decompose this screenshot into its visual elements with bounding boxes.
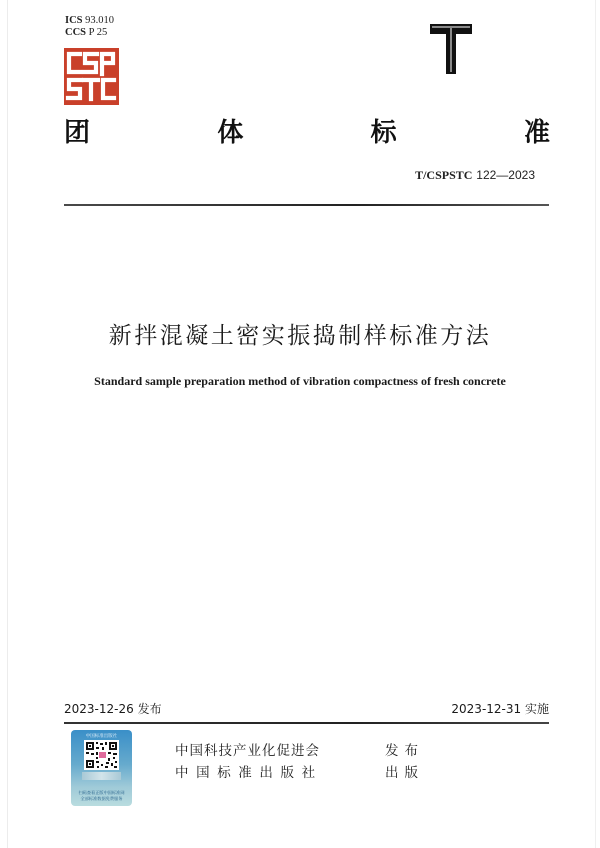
- cspstc-logo: [64, 48, 119, 105]
- qr-code[interactable]: [84, 740, 119, 770]
- letter-t-icon: [426, 20, 476, 78]
- standard-number: [415, 168, 535, 183]
- ics-code: [65, 15, 114, 27]
- title-chinese: 新拌混凝土密实振捣制样标准方法: [108, 323, 492, 349]
- issue-dates: [64, 700, 549, 717]
- qr-code-icon: [84, 740, 119, 770]
- ics-value: 93.010: [85, 15, 115, 26]
- standard-type-char: 准: [523, 117, 550, 148]
- implement-date-label: 实施: [524, 702, 549, 716]
- top-divider: [64, 204, 549, 206]
- publisher-role: 出版: [385, 765, 424, 781]
- page-edge-left: [7, 0, 8, 848]
- ics-label: ICS: [65, 15, 83, 26]
- publisher-org: 中国标准出版社: [175, 765, 323, 781]
- classification-codes: [65, 15, 114, 39]
- standard-letter-t: [426, 20, 476, 78]
- hologram-strip: [82, 772, 121, 780]
- anti-counterfeit-sticker: [71, 730, 132, 806]
- standard-number-prefix: T/CSPSTC: [415, 168, 473, 182]
- sticker-bottom-text: [73, 790, 130, 802]
- publisher-row: [175, 740, 424, 762]
- publisher-role: 发布: [385, 743, 424, 759]
- ccs-code: [65, 27, 114, 39]
- sticker-bottom-line-1: 扫码查看正版中国标准网: [78, 790, 125, 795]
- standard-type-char: 体: [217, 117, 244, 148]
- standard-type-char: 标: [370, 117, 397, 148]
- sticker-top-text: 中国标准出版社: [85, 734, 118, 739]
- bottom-divider: [64, 722, 549, 724]
- sticker-bottom-line-2: 全部标准数据免费服务: [80, 796, 123, 801]
- publish-date: [64, 700, 162, 717]
- publisher-org: 中国科技产业化促进会: [175, 743, 320, 759]
- standard-type-heading: [64, 113, 550, 147]
- cspstc-logo-icon: [64, 48, 119, 105]
- implement-date: [451, 700, 549, 717]
- page-edge-right: [595, 0, 596, 848]
- publish-date-label: 发布: [137, 702, 162, 716]
- ccs-label: CCS: [65, 27, 87, 38]
- standard-type-char: 团: [64, 117, 91, 148]
- publisher-row: [175, 762, 424, 784]
- publish-date-value: 2023-12-26: [64, 702, 134, 716]
- ccs-value: P 25: [88, 27, 108, 38]
- publishers: [175, 740, 424, 784]
- standard-number-value: 122—2023: [476, 168, 535, 182]
- title-english: Standard sample preparation method of vibration compactness of fresh concrete: [94, 374, 506, 388]
- implement-date-value: 2023-12-31: [451, 702, 522, 716]
